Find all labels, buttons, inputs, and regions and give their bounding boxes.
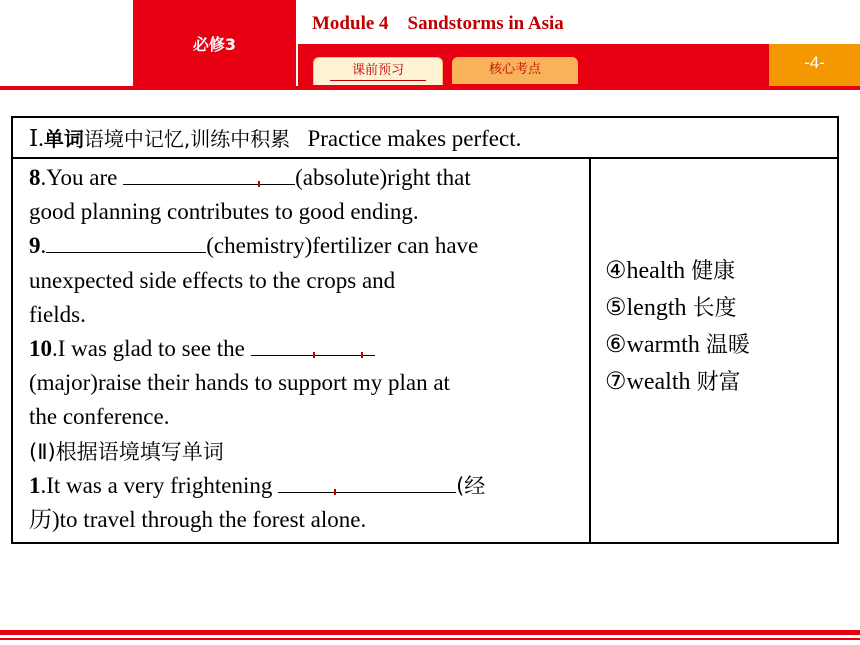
table-heading-row xyxy=(13,118,837,159)
tab-preview-label: 课前预习 xyxy=(351,63,404,78)
question-number: 9 xyxy=(29,233,41,259)
heading-roman: Ⅰ. xyxy=(29,126,44,151)
question-text: .You are xyxy=(40,165,124,190)
section-subheading: (Ⅱ)根据语境填写单词 xyxy=(29,439,224,464)
question-line: good planning contributes to good ending. xyxy=(29,199,419,225)
question-number: 10 xyxy=(29,335,52,361)
answer-english: ⑥warmth xyxy=(605,332,700,358)
question-lines xyxy=(29,161,485,537)
answer-blank xyxy=(123,166,295,185)
tab-underline xyxy=(330,80,426,81)
tab-preview[interactable] xyxy=(313,57,443,85)
question-number: 1 xyxy=(29,472,41,498)
footer-rule xyxy=(0,630,860,635)
answer-blank xyxy=(46,234,206,253)
question-line: unexpected side effects to the crops and xyxy=(29,267,396,293)
question-text: (absolute)right that xyxy=(295,165,471,190)
answer-english: ⑦wealth xyxy=(605,369,691,395)
question-line xyxy=(29,229,485,263)
question-line xyxy=(29,161,485,195)
question-text: .I was glad to see the xyxy=(52,335,251,361)
table-heading xyxy=(29,123,521,152)
page-number-tab xyxy=(769,44,860,86)
blank-mark xyxy=(258,181,260,187)
answer-item xyxy=(605,364,750,401)
heading-rest: 语境中记忆,训练中积累 xyxy=(83,127,291,151)
heading-english: Practice makes perfect. xyxy=(307,126,522,151)
footer-thin-rule xyxy=(0,638,860,640)
answer-chinese: 健康 xyxy=(691,259,736,284)
question-line xyxy=(29,469,485,503)
answer-chinese: 长度 xyxy=(692,296,737,321)
answer-chinese: 财富 xyxy=(696,370,741,395)
page-number: -4- xyxy=(804,53,825,72)
question-number: 8 xyxy=(29,165,41,190)
question-line xyxy=(29,332,485,366)
question-text: .It was a very frightening xyxy=(40,472,279,498)
question-line: the conference. xyxy=(29,404,170,430)
answer-item xyxy=(605,253,750,290)
module-title: Module 4 Sandstorms in Asia xyxy=(312,13,564,34)
answer-blank xyxy=(251,337,375,356)
answer-item xyxy=(605,327,750,364)
blank-mark xyxy=(361,352,363,358)
tab-key-points[interactable] xyxy=(452,57,578,84)
blank-mark xyxy=(313,352,315,358)
header-rule xyxy=(0,86,860,90)
answer-blank xyxy=(278,474,456,493)
question-text: . xyxy=(40,233,47,259)
answers-cell xyxy=(591,159,837,542)
answer-chinese: 温暖 xyxy=(705,333,750,358)
heading-bold: 单词 xyxy=(43,127,84,151)
answer-list xyxy=(605,253,750,401)
answer-english: ⑤length xyxy=(605,295,687,321)
question-line: fields. xyxy=(29,301,86,327)
questions-cell xyxy=(13,159,591,542)
book-label-block xyxy=(133,0,296,86)
question-line: 历)to travel through the forest alone. xyxy=(29,506,367,532)
question-line: (major)raise their hands to support my plan at xyxy=(29,370,450,396)
answer-english: ④health xyxy=(605,258,686,284)
question-text: (chemistry)fertilizer can have xyxy=(206,233,479,259)
book-label: 必修3 xyxy=(192,35,237,54)
exercise-table xyxy=(11,116,839,544)
question-text: (经 xyxy=(456,473,486,498)
blank-mark xyxy=(334,489,336,495)
tab-key-points-label: 核心考点 xyxy=(488,62,541,77)
answer-item xyxy=(605,290,750,327)
